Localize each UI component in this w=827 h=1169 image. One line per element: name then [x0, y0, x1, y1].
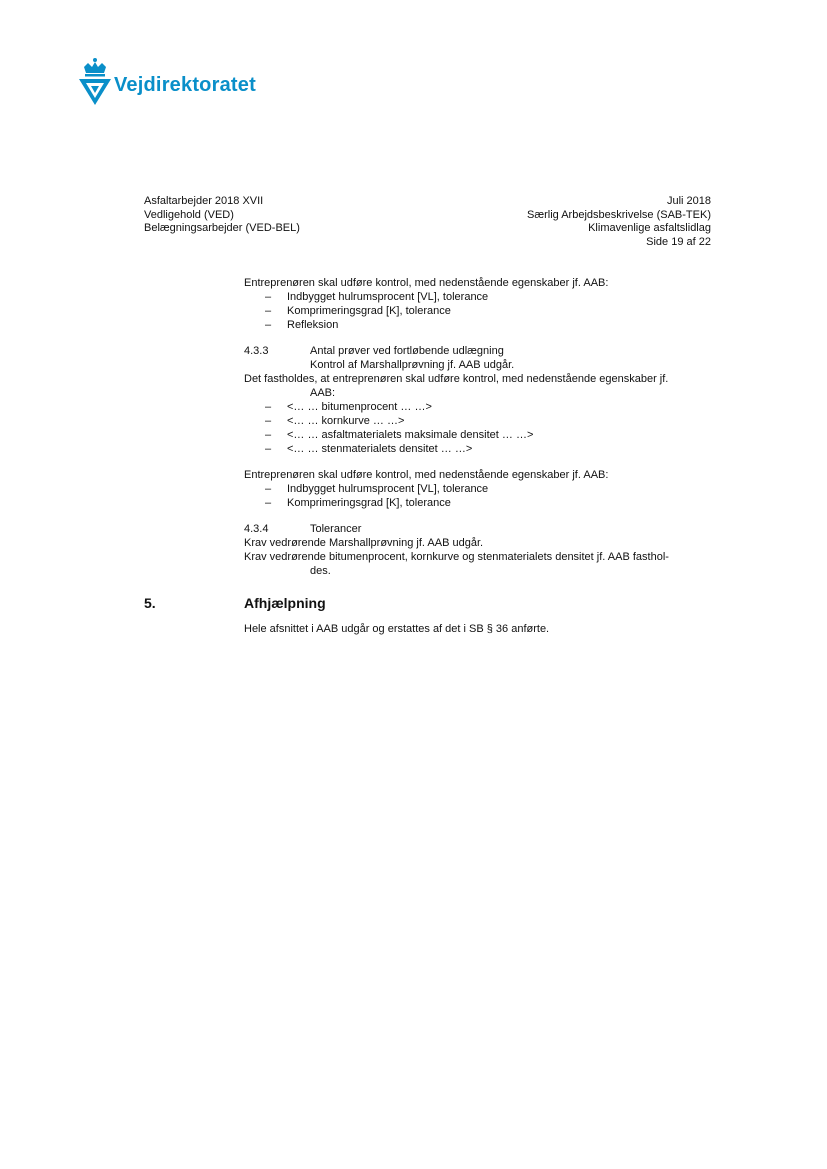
chapter-text: Hele afsnittet i AAB udgår og erstattes af det i SB § 36 anførte.	[244, 623, 550, 635]
section-text: Krav vedrørende bitumenprocent, kornkurve og stenmaterialets densitet jf. AAB fasthol-	[244, 551, 669, 563]
list-item: – Indbygget hulrumsprocent [VL], tolerance	[265, 291, 489, 303]
section-number: 4.3.3	[244, 345, 269, 357]
section-heading-4-3-3	[244, 344, 714, 358]
section-text-continuation: AAB:	[310, 387, 336, 399]
list-item: – <… … asfaltmaterialets maksimale densitet … …>	[265, 429, 534, 441]
list-item: – <… … kornkurve … …>	[265, 415, 405, 427]
header-right-line: Juli 2018	[666, 195, 711, 207]
section-text: Krav vedrørende Marshallprøvning jf. AAB udgår.	[244, 537, 484, 549]
vejdirektoratet-logo	[78, 57, 268, 109]
section-heading-4-3-4	[244, 522, 714, 536]
section-text-continuation: des.	[310, 565, 331, 577]
list-item: – Refleksion	[265, 319, 339, 331]
header-right-line: Side 19 af 22	[646, 235, 711, 248]
block1-list	[244, 290, 714, 332]
document-body	[244, 276, 714, 578]
section-title: Tolerancer	[310, 523, 362, 535]
list-item: – <… … bitumenprocent … …>	[265, 401, 432, 413]
list-item: – Komprimeringsgrad [K], tolerance	[265, 497, 451, 509]
header-right	[450, 195, 711, 249]
chapter-title: Afhjælpning	[244, 595, 326, 611]
block2-intro: Entreprenøren skal udføre kontrol, med nedenstående egenskaber jf. AAB:	[244, 469, 609, 481]
chapter-heading-5	[144, 595, 714, 613]
list-item: – Indbygget hulrumsprocent [VL], tolerance	[265, 483, 489, 495]
header-right-line: Særlig Arbejdsbeskrivelse (SAB-TEK)	[526, 208, 711, 221]
section-title: Antal prøver ved fortløbende udlægning	[310, 345, 504, 357]
section-text: Det fastholdes, at entreprenøren skal udføre kontrol, med nedenstående egenskaber jf.	[244, 373, 669, 385]
header-left	[144, 195, 300, 236]
header-left-line: Belægningsarbejder (VED-BEL)	[144, 222, 300, 234]
crown-shield-icon	[78, 57, 112, 107]
section-text: Kontrol af Marshallprøvning jf. AAB udgår.	[310, 359, 515, 371]
sec433-list	[244, 400, 714, 456]
block1-intro: Entreprenøren skal udføre kontrol, med nedenstående egenskaber jf. AAB:	[244, 277, 609, 289]
header-right-line: Klimavenlige asfaltslidlag	[588, 222, 711, 234]
header-left-line: Vedligehold (VED)	[144, 208, 234, 221]
block2-list	[244, 482, 714, 510]
section-number: 4.3.4	[244, 523, 269, 535]
list-item: – Komprimeringsgrad [K], tolerance	[265, 305, 451, 317]
logo-wordmark: Vejdirektoratet	[114, 74, 256, 96]
header-left-line: Asfaltarbejder 2018 XVII	[144, 195, 264, 207]
list-item: – <… … stenmaterialets densitet … …>	[265, 443, 473, 455]
chapter-number: 5.	[144, 595, 156, 611]
